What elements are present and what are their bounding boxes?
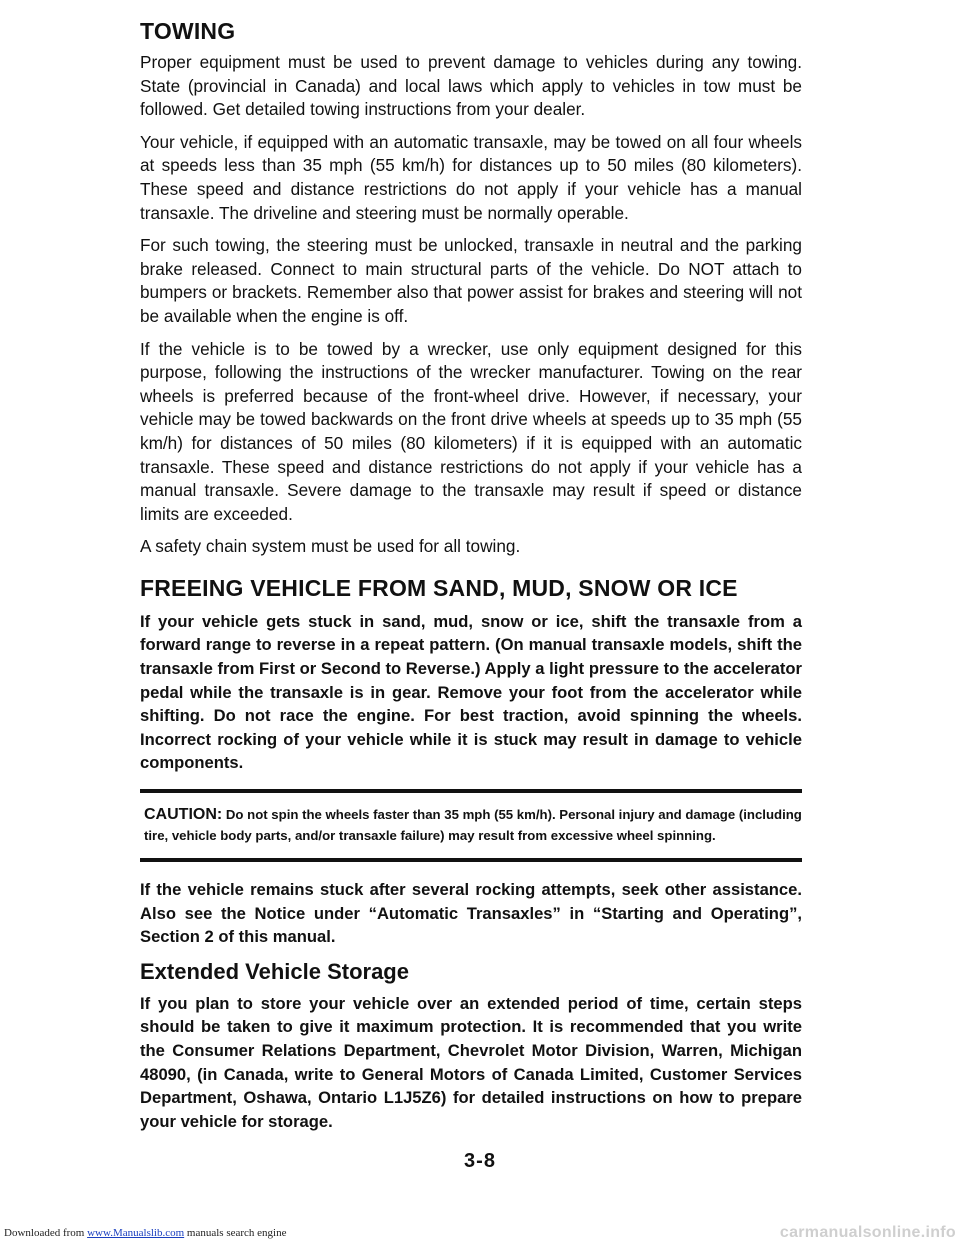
caution-text-block — [144, 805, 802, 846]
caution-box — [140, 789, 802, 862]
after-caution-paragraph: If the vehicle remains stuck after several rocking attempts, seek other assistance. Also see the Notice under “Automatic Transaxles” in “Starting and Operating”, Section 2 of this manual. — [140, 880, 802, 947]
caution-text: Do not spin the wheels faster than 35 mph (55 km/h). Personal injury and damage (including tire, vehicle body parts, and/or transaxle failure) may result from excessive wheel spinning. — [144, 807, 802, 843]
storage-paragraph: If you plan to store your vehicle over an extended period of time, certain steps should be taken to give it maximum protection. It is recommended that you write the Consumer Relations Department, Chevrolet Motor Division, Warren, Michigan 48090, (in Canada, write to General Motors of Canada Limited, Customer Services Department, Oshawa, Ontario L1J5Z6) for detailed instructions on how to prepare your vehicle for storage. — [140, 993, 802, 1131]
caution-label: CAUTION: — [144, 806, 223, 824]
freeing-heading: FREEING VEHICLE FROM SAND, MUD, SNOW OR ICE — [140, 574, 738, 601]
page-number: 3-8 — [464, 1150, 496, 1172]
footer-prefix: Downloaded from — [4, 1227, 88, 1239]
freeing-paragraph: If your vehicle gets stuck in sand, mud, snow or ice, shift the transaxle from a forward range to reverse in a repeat pattern. (On manual transaxle models, shift the transaxle from First or Second to Reverse.) Apply a light pressure to the accelerator pedal while the transaxle is in gear. Remove your foot from the accelerator while shifting. Do not race the engine. For best traction, avoid spinning the wheels. Incorrect rocking of your vehicle while it is stuck may result in damage to vehicle components. — [140, 611, 802, 773]
towing-paragraph-5: A safety chain system must be used for all towing. — [140, 536, 521, 557]
manualslib-link[interactable]: www.Manualslib.com — [87, 1227, 185, 1239]
towing-paragraph-1: Proper equipment must be used to prevent damage to vehicles during any towing. State (provincial in Canada) and local laws which apply to vehicles in tow must be followed. Get detailed towing instructions from your dealer. — [140, 52, 802, 120]
download-footer — [4, 1227, 286, 1239]
towing-paragraph-2: Your vehicle, if equipped with an automatic transaxle, may be towed on all four wheels at speeds less than 35 mph (55 km/h) for distances up to 50 miles (80 kilometers). These speed and distance restrictions do not apply if your vehicle has a manual transaxle. The driveline and steering must be normally operable. — [140, 131, 802, 223]
storage-heading: Extended Vehicle Storage — [140, 958, 409, 984]
towing-heading: TOWING — [140, 18, 236, 44]
towing-paragraph-4: If the vehicle is to be towed by a wrecker, use only equipment designed for this purpose, following the instructions of the wrecker manufacturer. Towing on the rear wheels is preferred because of the front-wheel drive. However, if necessary, your vehicle may be towed backwards on the front drive wheels at speeds up to 35 mph (55 km/h) for distances of 50 miles (80 kilometers) if it is equipped with an automatic transaxle. These speed and distance restrictions do not apply if your vehicle has a manual transaxle. Severe damage to the transaxle may result if speed or distance limits are exceeded. — [140, 338, 802, 524]
watermark: carmanualsonline.info — [779, 1224, 956, 1241]
towing-paragraph-3: For such towing, the steering must be unlocked, transaxle in neutral and the parking brake released. Connect to main structural parts of the vehicle. Do NOT attach to bumpers or brackets. Remember also that power assist for brakes and steering will not be available when the engine is off. — [140, 235, 802, 326]
footer-suffix: manuals search engine — [184, 1227, 287, 1239]
manual-page — [140, 18, 802, 1142]
